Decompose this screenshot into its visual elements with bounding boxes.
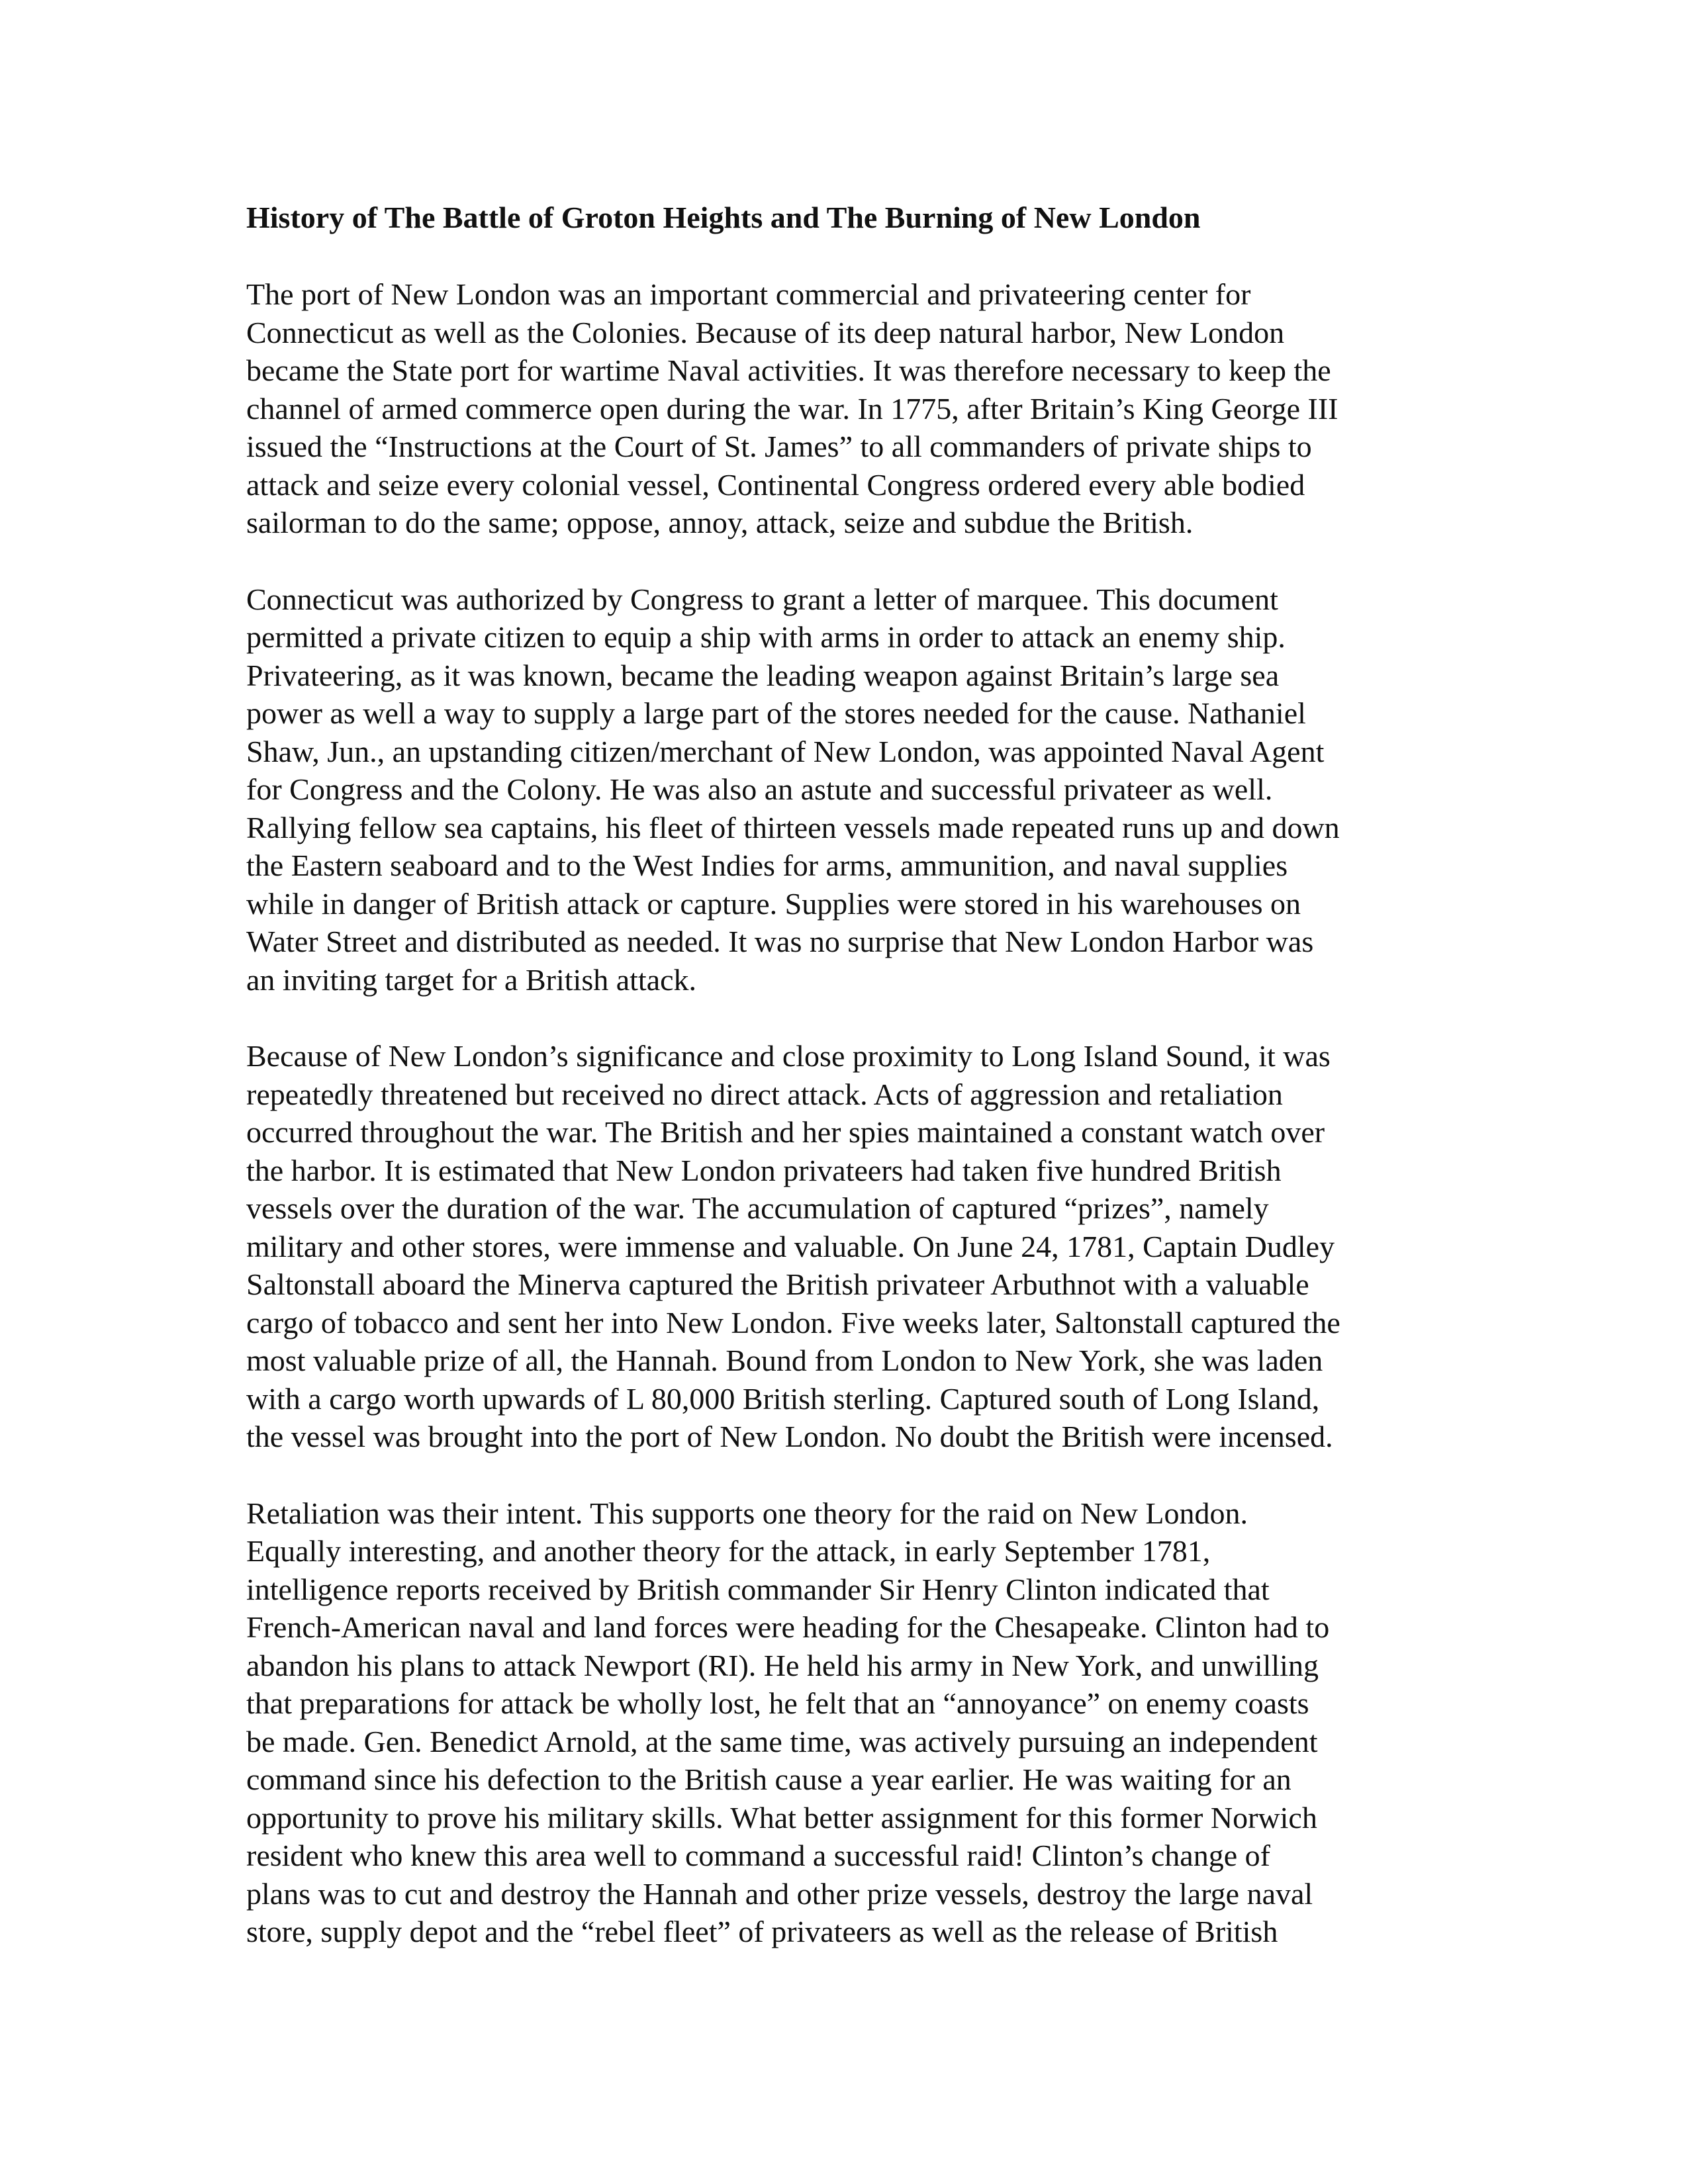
- text-line: Privateering, as it was known, became the leading weapon against Britain’s large sea: [246, 658, 1280, 692]
- text-line: for Congress and the Colony. He was also an astute and successful privateer as well.: [246, 772, 1273, 806]
- text-line: the harbor. It is estimated that New London privateers had taken five hundred British: [246, 1153, 1282, 1187]
- text-line: permitted a private citizen to equip a ship with arms in order to attack an enemy ship.: [246, 620, 1286, 654]
- text-line: the vessel was brought into the port of New London. No doubt the British were incensed.: [246, 1420, 1333, 1453]
- text-line: store, supply depot and the “rebel fleet” of privateers as well as the release of British: [246, 1915, 1278, 1948]
- document-title: History of The Battle of Groton Heights and The Burning of New London: [246, 201, 1201, 234]
- text-line: Retaliation was their intent. This supports one theory for the raid on New London.: [246, 1496, 1248, 1530]
- text-line: became the State port for wartime Naval activities. It was therefore necessary to keep the: [246, 353, 1331, 387]
- text-line: with a cargo worth upwards of L 80,000 British sterling. Captured south of Long Island,: [246, 1381, 1320, 1416]
- paragraph: [246, 275, 1451, 542]
- text-line: while in danger of British attack or capture. Supplies were stored in his warehouses on: [246, 886, 1301, 921]
- text-line: vessels over the duration of the war. The accumulation of captured “prizes”, namely: [246, 1191, 1269, 1225]
- text-line: The port of New London was an important commercial and privateering center for: [246, 277, 1251, 311]
- paragraph: [246, 1037, 1451, 1456]
- text-line: military and other stores, were immense and valuable. On June 24, 1781, Captain Dudley: [246, 1229, 1335, 1263]
- text-line: plans was to cut and destroy the Hannah and other prize vessels, destroy the large naval: [246, 1876, 1313, 1911]
- text-line: sailorman to do the same; oppose, annoy, attack, seize and subdue the British.: [246, 506, 1194, 539]
- text-line: attack and seize every colonial vessel, Continental Congress ordered every able bodied: [246, 467, 1305, 502]
- text-line: channel of armed commerce open during the war. In 1775, after Britain’s King George III: [246, 391, 1338, 426]
- text-line: power as well a way to supply a large part of the stores needed for the cause. Nathaniel: [246, 696, 1306, 730]
- text-line: an inviting target for a British attack.: [246, 962, 697, 997]
- text-line: Because of New London’s significance and close proximity to Long Island Sound, it was: [246, 1039, 1331, 1073]
- text-line: Connecticut was authorized by Congress to grant a letter of marquee. This document: [246, 582, 1278, 616]
- text-line: most valuable prize of all, the Hannah. Bound from London to New York, she was laden: [246, 1343, 1323, 1377]
- text-line: opportunity to prove his military skills. What better assignment for this former Norwich: [246, 1800, 1317, 1835]
- text-line: the Eastern seaboard and to the West Indies for arms, ammunition, and naval supplies: [246, 848, 1288, 882]
- text-line: Equally interesting, and another theory for the attack, in early September 1781,: [246, 1534, 1211, 1568]
- document-paragraphs: [246, 275, 1451, 1951]
- text-line: be made. Gen. Benedict Arnold, at the same time, was actively pursuing an independent: [246, 1724, 1318, 1758]
- text-line: repeatedly threatened but received no direct attack. Acts of aggression and retaliation: [246, 1077, 1283, 1111]
- text-line: Water Street and distributed as needed. It was no surprise that New London Harbor was: [246, 925, 1314, 958]
- text-line: Shaw, Jun., an upstanding citizen/merchant of New London, was appointed Naval Agent: [246, 734, 1325, 768]
- text-line: cargo of tobacco and sent her into New London. Five weeks later, Saltonstall captured the: [246, 1305, 1340, 1340]
- text-line: abandon his plans to attack Newport (RI). He held his army in New York, and unwilling: [246, 1648, 1319, 1682]
- text-line: French-American naval and land forces were heading for the Chesapeake. Clinton had to: [246, 1610, 1330, 1644]
- text-line: Saltonstall aboard the Minerva captured the British privateer Arbuthnot with a valuable: [246, 1267, 1309, 1301]
- text-line: resident who knew this area well to command a successful raid! Clinton’s change of: [246, 1839, 1270, 1872]
- document-body: [246, 199, 1451, 1989]
- text-line: Connecticut as well as the Colonies. Because of its deep natural harbor, New London: [246, 315, 1285, 349]
- text-line: issued the “Instructions at the Court of St. James” to all commanders of private ships to: [246, 430, 1312, 463]
- text-line: that preparations for attack be wholly lost, he felt that an “annoyance” on enemy coasts: [246, 1686, 1309, 1720]
- text-line: Rallying fellow sea captains, his fleet of thirteen vessels made repeated runs up and down: [246, 810, 1340, 844]
- text-line: occurred throughout the war. The British and her spies maintained a constant watch over: [246, 1115, 1325, 1149]
- text-line: command since his defection to the British cause a year earlier. He was waiting for an: [246, 1762, 1291, 1796]
- paragraph: [246, 580, 1451, 999]
- text-line: intelligence reports received by British commander Sir Henry Clinton indicated that: [246, 1572, 1270, 1606]
- paragraph: [246, 1494, 1451, 1951]
